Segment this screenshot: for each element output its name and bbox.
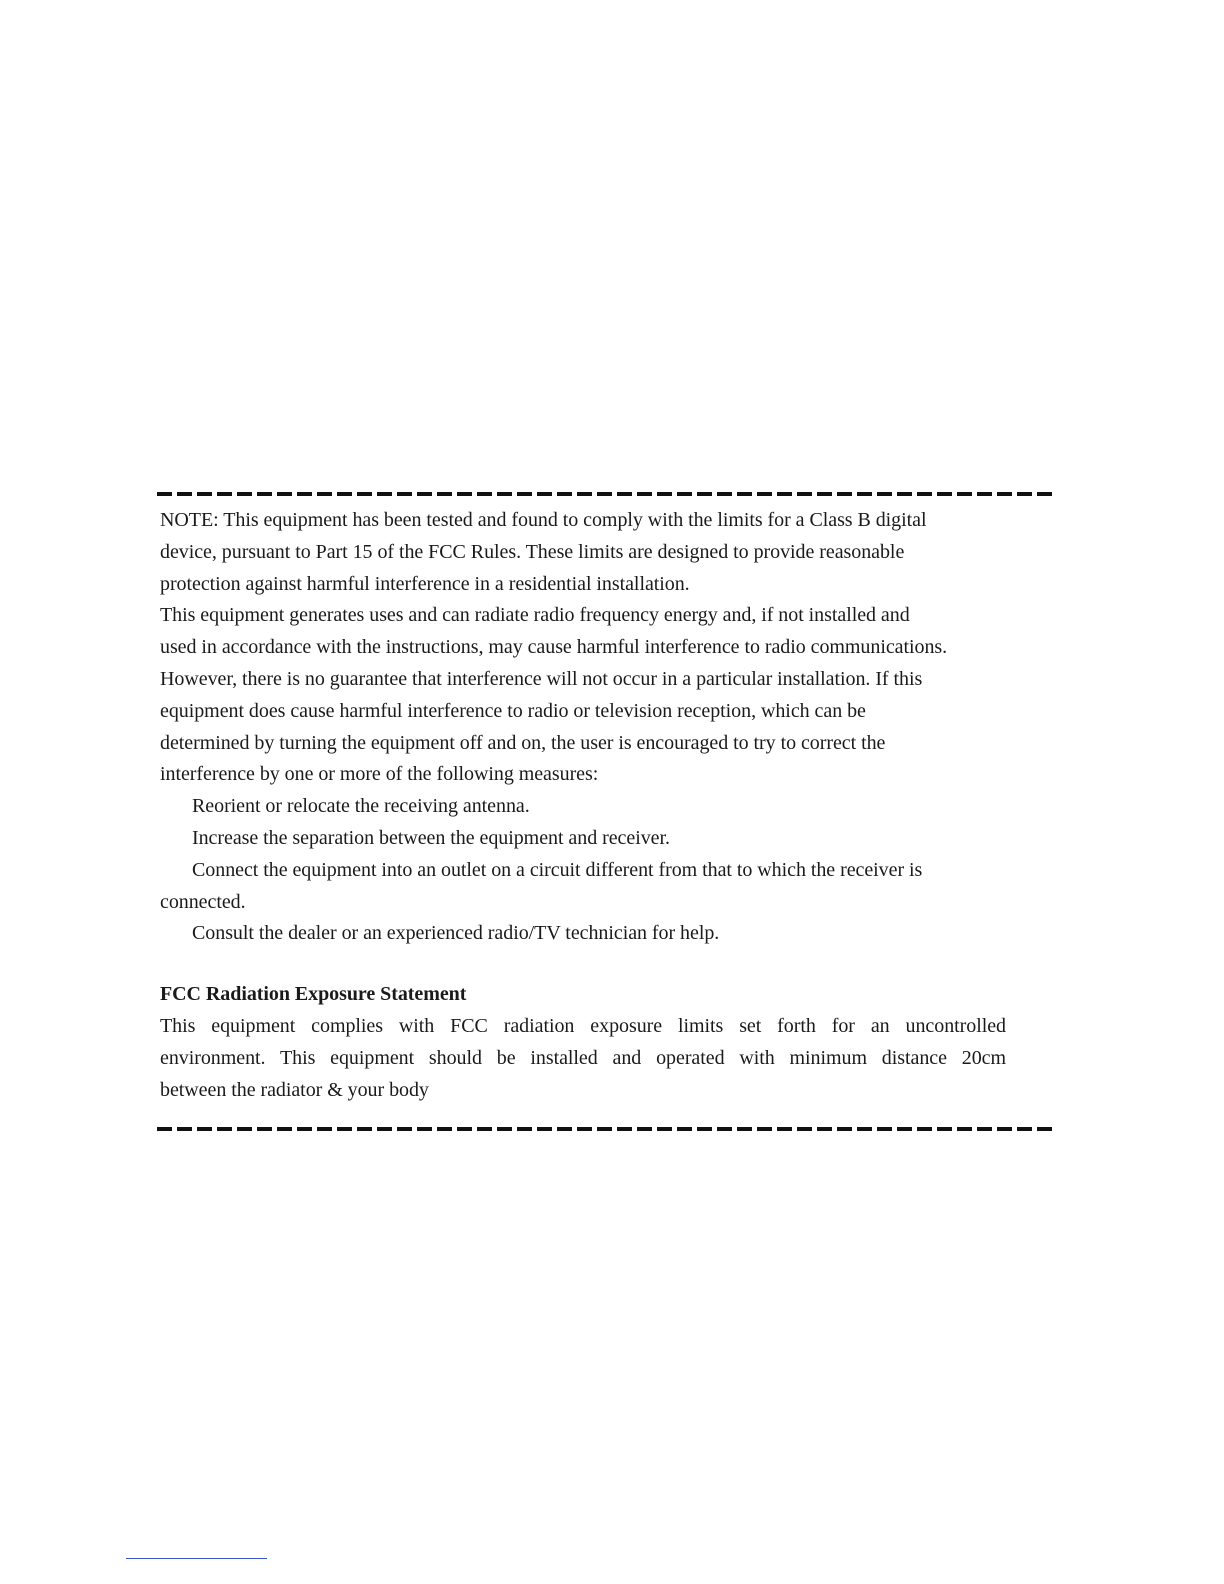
fcc-notice: [160, 505, 1020, 1106]
radiation-heading: FCC Radiation Exposure Statement: [160, 983, 467, 1006]
paragraph-spacer: [160, 950, 1020, 979]
note-paragraph: [160, 505, 1020, 600]
radiation-line: environment. This equipment should be installed and operated with minimum distance 20cm: [160, 1046, 1006, 1069]
interference-line: equipment does cause harmful interference to radio or television reception, which can be: [160, 699, 866, 722]
interference-line: used in accordance with the instructions, may cause harmful interference to radio communications.: [160, 636, 948, 659]
interference-line: determined by turning the equipment off and on, the user is encouraged to try to correct the: [160, 731, 886, 754]
bottom-dashed-divider: [157, 1127, 1056, 1131]
measure-item: Reorient or relocate the receiving antenna.: [192, 795, 530, 818]
interference-line: However, there is no guarantee that interference will not occur in a particular installation. If this: [160, 667, 923, 690]
footnote-separator: [126, 1558, 267, 1559]
note-line: device, pursuant to Part 15 of the FCC Rules. These limits are designed to provide reasonable: [160, 540, 905, 563]
radiation-line: between the radiator & your body: [160, 1078, 429, 1101]
note-line: protection against harmful interference in a residential installation.: [160, 572, 690, 595]
top-dashed-divider: [157, 492, 1056, 496]
interference-line: This equipment generates uses and can radiate radio frequency energy and, if not installed and: [160, 604, 910, 627]
measure-item-continuation: connected.: [160, 890, 246, 913]
measure-item: Consult the dealer or an experienced radio/TV technician for help.: [192, 922, 720, 945]
note-line: NOTE: This equipment has been tested and found to comply with the limits for a Class B digital: [160, 509, 927, 531]
radiation-section: [160, 979, 1020, 1106]
measure-item: Increase the separation between the equipment and receiver.: [192, 826, 670, 849]
measure-item: Connect the equipment into an outlet on a circuit different from that to which the receiver is: [192, 858, 923, 881]
interference-paragraph: [160, 600, 1020, 791]
measures-list: [160, 791, 1020, 950]
radiation-line: This equipment complies with FCC radiation exposure limits set forth for an uncontrolled: [160, 1014, 1006, 1037]
interference-line: interference by one or more of the following measures:: [160, 763, 599, 786]
